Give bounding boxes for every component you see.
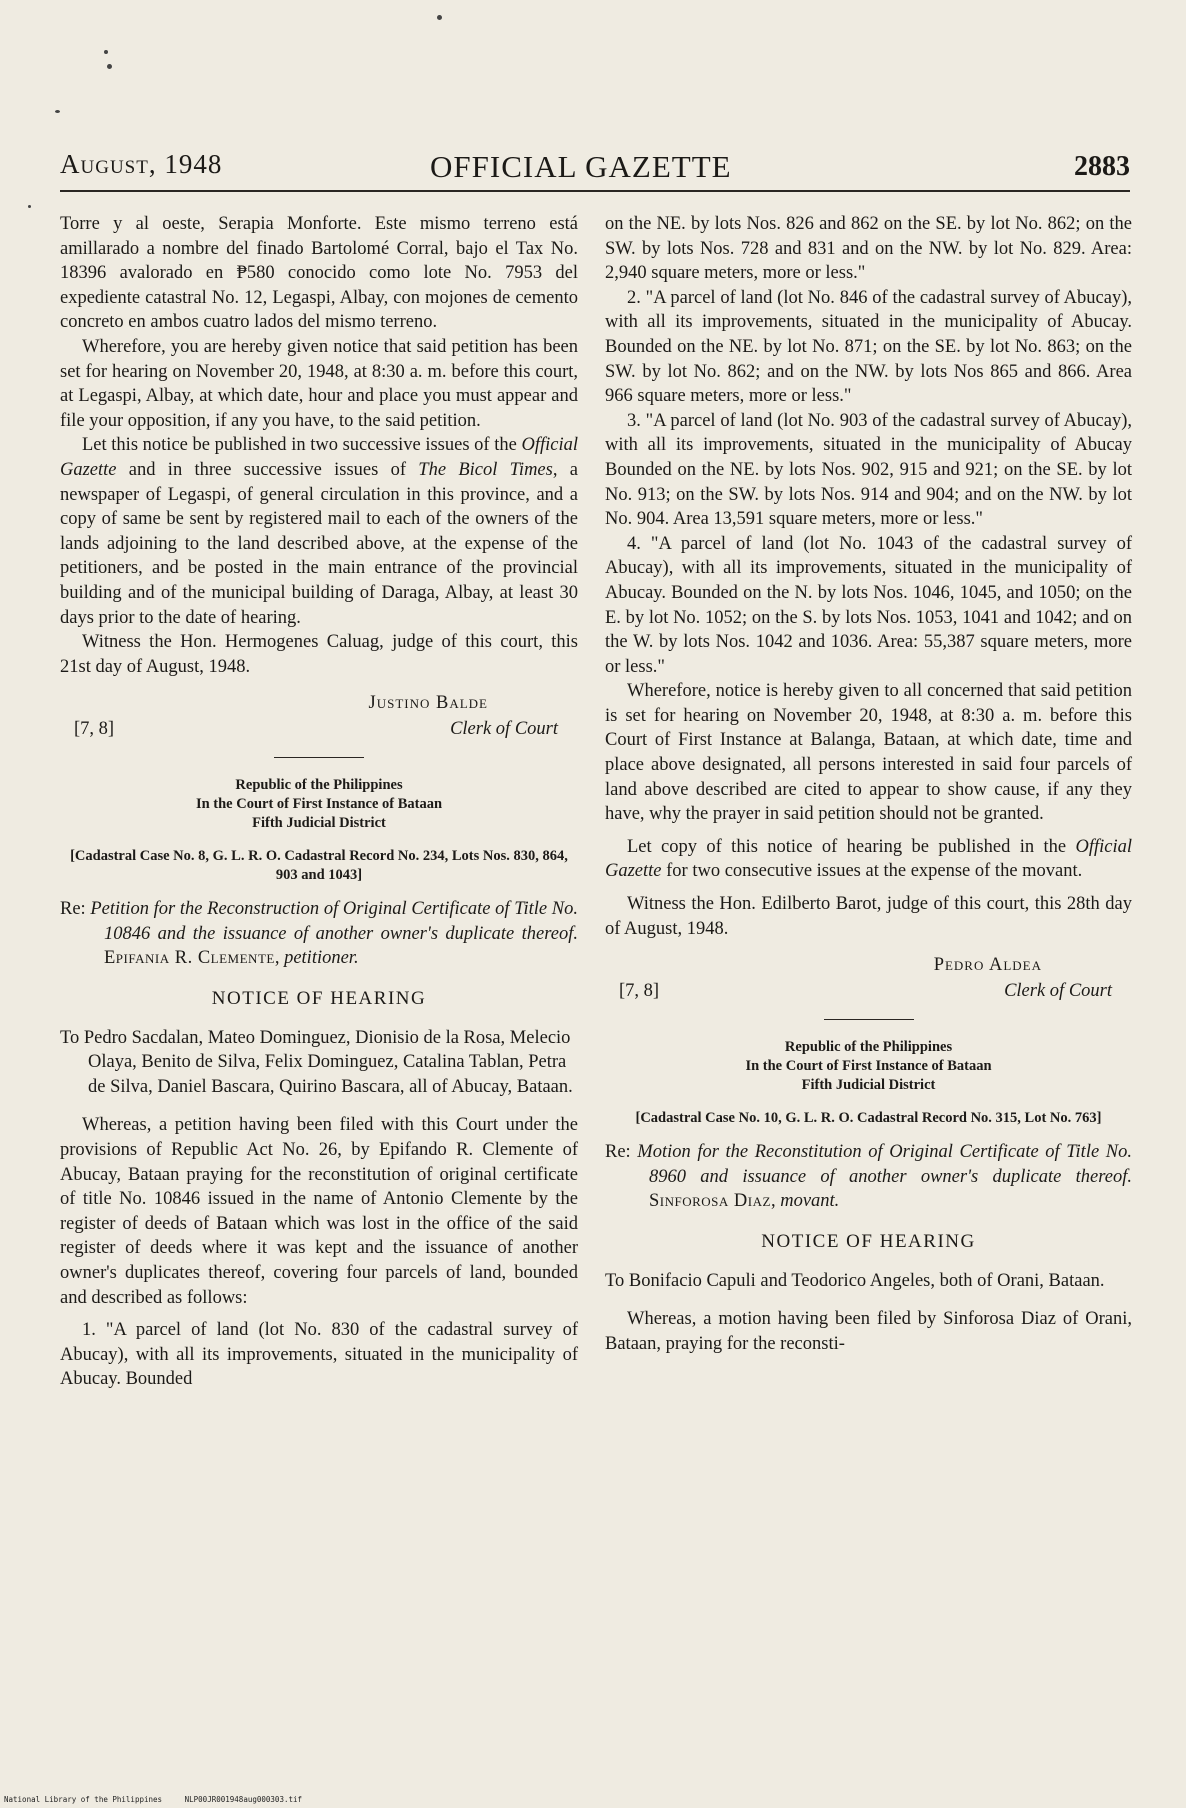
- paragraph: [605, 835, 1132, 884]
- scan-speck: [437, 15, 442, 20]
- scan-speck: [104, 50, 108, 54]
- signatory-name: Pedro Aldea: [933, 955, 1042, 976]
- paragraph: Witness the Hon. Edilberto Barot, judge of this court, this 28th day of August, 1948.: [605, 894, 1132, 939]
- issue-reference: [7, 8]: [74, 719, 115, 740]
- notice-title: NOTICE OF HEARING: [761, 1231, 976, 1252]
- addressees: To Bonifacio Capuli and Teodorico Angeles, both of Orani, Bataan.: [605, 1270, 1105, 1291]
- paragraph: 4. "A parcel of land (lot No. 1043 of the cadastral survey of Abucay), with all its improvements, situated in the municipality of Abucay. Bounded on the N. by lots Nos. 1046, 1045, and 1050; on the E. by lot No. 1052; on the S. by lots Nos. 1053, 1041 and 1042; and on the W. by lots Nos. 1042 and 1036. Area: 55,387 square meters, more or less.": [605, 533, 1132, 677]
- paragraph: Torre y al oeste, Serapia Monforte. Este mismo terreno está amillarado a nombre del finado Bartolomé Corral, bajo el Tax No. 18396 avalorado en ₱580 conocido como lote No. 7953 del expediente catastral No. 12, Legaspi, Albay, con mojones de cemento concreto en ambos cuatro lados del mismo terreno.: [60, 214, 578, 333]
- paragraph: 2. "A parcel of land (lot No. 846 of the cadastral survey of Abucay), with all its improvements, situated in the municipality of Abucay. Bounded on the NE. by lot No. 871; on the SE. by lot No. 863; on the SW. by lot No. 862; and on the NW. by lots Nos 865 and 866. Area 966 square meters, more or less.": [605, 287, 1132, 407]
- text-run: and in three successive issues of: [116, 459, 419, 480]
- party-role: petitioner.: [284, 948, 359, 969]
- issue-date: August, 1948: [60, 149, 223, 179]
- paragraph: [60, 433, 578, 630]
- text-run: , a newspaper of Legaspi, of general circulation in this province, and a copy of same be sent by registered mail to each of the owners of the lands adjoining to the land described above, at the expense of the petitioners, and be posted in the main entrance of the provincial building and of the municipal building of Daraga, Albay, at least 30 days prior to the date of hearing.: [60, 459, 578, 628]
- addressees: To Pedro Sacdalan, Mateo Dominguez, Dionisio de la Rosa, Melecio Olaya, Benito de Silva, Felix Dominguez, Catalina Tablan, Petra de Silva, Daniel Bascara, Quirino Bascara, all of Abucay, Bataan.: [60, 1027, 573, 1097]
- signatory-title: Clerk of Court: [450, 719, 558, 740]
- signatory-title: Clerk of Court: [1004, 981, 1112, 1002]
- publication-title: OFFICIAL GAZETTE: [430, 149, 732, 184]
- paragraph: on the NE. by lots Nos. 826 and 862 on the SE. by lot No. 862; on the SW. by lots Nos. 728 and 831 and on the NW. by lot No. 829. Area: 2,940 square meters, more or less.": [605, 214, 1132, 284]
- publication-name: Official Gazette: [60, 435, 578, 480]
- re-label: Re:: [605, 1142, 638, 1163]
- scan-speck: [55, 110, 60, 113]
- notice-title: NOTICE OF HEARING: [211, 988, 427, 1010]
- re-subject: Motion for the Reconstitution of Original Certificate of Title No. 8960 and issuance of another owner's duplicate thereof.: [637, 1142, 1132, 1187]
- page-number: 2883: [1074, 151, 1130, 182]
- re-line: Re: Motion for the Reconstitution of Original Certificate of Title No. 8960 and issuance of another owner's duplicate thereof. Sinforosa Diaz, movant.: [605, 1142, 1132, 1212]
- signatory-name: Justino Balde: [368, 693, 488, 714]
- paragraph: 1. "A parcel of land (lot No. 830 of the cadastral survey of Abucay), with all its improvements, situated in the municipality of Abucay. Bounded: [60, 1320, 578, 1390]
- paragraph: Witness the Hon. Hermogenes Caluag, judge of this court, this 21st day of August, 1948.: [60, 632, 578, 677]
- paragraph: Wherefore, notice is hereby given to all concerned that said petition is set for hearing on November 20, 1948, at 8:30 a. m. before this Court of First Instance at Balanga, Bataan, at which date, time and place above designated, all persons interested in said four parcels of land above described are cited to appear to show cause, if any they have, why the prayer in said petition should not be granted.: [605, 681, 1132, 825]
- party-role: movant.: [780, 1191, 840, 1212]
- scan-speck: [107, 64, 112, 69]
- re-subject: Petition for the Reconstruction of Original Certificate of Title No. 10846 and the issuance of another owner's duplicate thereof.: [90, 899, 578, 944]
- court-line: In the Court of First Instance of Bataan: [745, 1058, 992, 1075]
- signature-block: [605, 953, 1132, 1005]
- scan-speck: [28, 205, 31, 208]
- page-header: [60, 145, 1130, 193]
- case-reference: [Cadastral Case No. 10, G. L. R. O. Cadastral Record No. 315, Lot No. 763]: [635, 1110, 1102, 1127]
- court-line: Republic of the Philippines: [235, 777, 403, 794]
- paragraph: 3. "A parcel of land (lot No. 903 of the cadastral survey of Abucay), with all its improvements, situated in the municipality of Abucay Bounded on the NE. by lots Nos. 902, 915 and 921; on the SE. by lot No. 913; on the SW. by lots Nos. 914 and 904; and on the NW. by lot No. 904. Area 13,591 square meters, more or less.": [605, 410, 1132, 530]
- text-run: Let this notice be published in two successive issues of the: [82, 435, 522, 456]
- right-column: [605, 212, 1132, 1356]
- signature-block: [60, 691, 578, 743]
- header-rule: [60, 190, 1130, 192]
- section-divider: [274, 757, 364, 758]
- court-line: Fifth Judicial District: [252, 815, 386, 832]
- court-line: Fifth Judicial District: [801, 1077, 936, 1094]
- case-reference: [Cadastral Case No. 8, G. L. R. O. Cadastral Record No. 234, Lots Nos. 830, 864, 903 and 1043]: [70, 848, 568, 884]
- paragraph: Whereas, a motion having been filed by Sinforosa Diaz of Orani, Bataan, praying for the reconsti-: [605, 1309, 1132, 1354]
- paragraph: Whereas, a petition having been filed with this Court under the provisions of Republic Act No. 26, by Epifando R. Clemente of Abucay, Bataan praying for the reconstitution of original certificate of title No. 10846 issued in the name of Antonio Clemente by the register of deeds of Bataan which was lost in the office of the said register of deeds where it was kept and the issuance of another owner's duplicates thereof, covering four parcels of land, bounded and described as follows:: [60, 1115, 578, 1308]
- court-line: In the Court of First Instance of Bataan: [195, 796, 443, 813]
- publication-name: The Bicol Times: [418, 459, 553, 480]
- court-heading: [60, 776, 578, 833]
- left-column: [60, 212, 578, 1392]
- text-run: Let copy of this notice of hearing be published in the: [627, 836, 1076, 857]
- issue-reference: [7, 8]: [619, 981, 660, 1002]
- section-divider: [824, 1019, 914, 1020]
- court-heading: [605, 1038, 1132, 1095]
- publication-name: Official Gazette: [605, 836, 1132, 882]
- party-name: Epifania R. Clemente: [104, 948, 275, 969]
- scan-footer: National Library of the Philippines NLP00JR001948aug000303.tif: [4, 1795, 303, 1804]
- text-run: for two consecutive issues at the expense of the movant.: [661, 861, 1083, 882]
- paragraph: Wherefore, you are hereby given notice that said petition has been set for hearing on November 20, 1948, at 8:30 a. m. before this court, at Legaspi, Albay, at which date, hour and place you must appear and file your opposition, if any you have, to the said petition.: [60, 336, 578, 431]
- re-label: Re:: [60, 899, 91, 920]
- re-line: Re: Petition for the Reconstruction of Original Certificate of Title No. 10846 and the issuance of another owner's duplicate thereof. Epifania R. Clemente, petitioner.: [60, 899, 578, 969]
- court-line: Republic of the Philippines: [784, 1039, 953, 1056]
- party-name: Sinforosa Diaz: [649, 1191, 771, 1212]
